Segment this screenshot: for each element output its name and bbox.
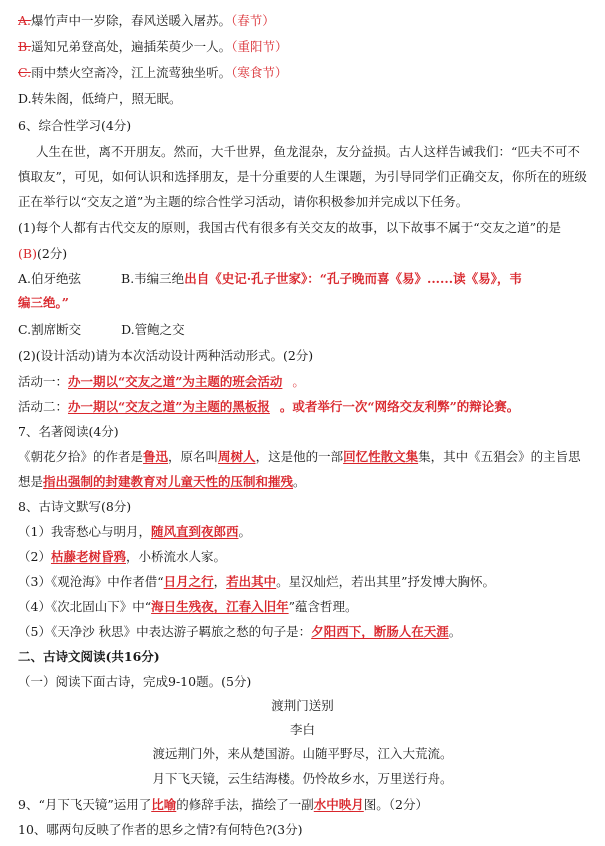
q7-line1 — [18, 448, 591, 466]
q7-line2 — [18, 473, 591, 491]
option-b-line — [18, 38, 591, 56]
option-a-text: 爆竹声中一岁除，春风送暖入屠苏。 — [31, 13, 232, 28]
q6-sub1-answer: (B) — [18, 246, 37, 261]
q8-item4-text: （4）《次北固山下》中“ — [18, 599, 152, 614]
q8-item4-answer: 海日生残夜，江春入旧年 — [151, 599, 289, 614]
q8-item4-end: ”蕴含哲理。 — [288, 599, 358, 614]
q9-text-b: 的修辞手法，描绘了一副 — [176, 797, 314, 812]
q7-text-c: ，这是他的一部 — [255, 449, 344, 464]
option-d-line: D.转朱阁，低绮户，照无眠。 — [18, 91, 182, 106]
q8-item3-answer1: 日月之行 — [163, 574, 214, 589]
q6-option-b: B.韦编三绝 — [121, 271, 185, 286]
option-c-line — [18, 64, 591, 82]
poem-title: 渡荆门送别 — [271, 698, 334, 713]
q6-activity2 — [18, 398, 591, 416]
q8-item3-answer2: 若出其中 — [226, 574, 277, 589]
q6-heading: 6、综合性学习(4分) — [18, 118, 132, 133]
q8-item1 — [18, 523, 591, 541]
activity2-answer: 办一期以“交友之道”为主题的黑板报 — [68, 399, 270, 414]
q8-item5-answer: 夕阳西下，断肠人在天涯 — [311, 624, 449, 639]
q6-option-a: A.伯牙绝弦 — [18, 271, 82, 286]
q8-heading: 8、古诗文默写(8分) — [18, 499, 132, 514]
option-a-answer: （春节） — [231, 13, 275, 28]
q8-item5-text: （5）《天净沙 秋思》中表达游子羁旅之愁的句子是： — [18, 624, 312, 639]
q9-text-c: 图。（2分） — [363, 797, 428, 812]
q6-option-c: C.割席断交 — [18, 322, 82, 337]
poem-line2: 月下飞天镜，云生结海楼。仍怜故乡水，万里送行舟。 — [152, 771, 453, 786]
q8-item3-comma: ， — [213, 574, 227, 589]
q7-author: 鲁迅 — [143, 449, 169, 464]
part2-subheading: （一）阅读下面古诗，完成9-10题。(5分) — [18, 674, 252, 689]
q7-text-d: 集，其中《五猖会》的主旨思 — [418, 449, 581, 464]
q9-answer-rhetoric: 比喻 — [151, 797, 177, 812]
option-b-answer: （重阳节） — [231, 39, 288, 54]
poem-line1: 渡远荆门外，来从楚国游。山随平野尽，江入大荒流。 — [152, 746, 453, 761]
part2-heading: 二、古诗文阅读(共16分) — [18, 649, 160, 664]
activity1-label: 活动一： — [18, 374, 69, 389]
option-b-text: 遥知兄弟登高处，遍插茱萸少一人。 — [31, 39, 232, 54]
q7-genre: 回忆性散文集 — [343, 449, 419, 464]
q6-para-line3: 正在举行以“交友之道”为主题的综合性学习活动，请你积极参加并完成以下任务。 — [18, 194, 469, 209]
q6-options-ab — [18, 270, 591, 288]
q8-item4 — [18, 598, 591, 616]
q7-real-name: 周树人 — [218, 449, 256, 464]
q8-item2-num: （2） — [18, 549, 51, 564]
option-b-letter: B. — [18, 39, 32, 54]
q7-text-e: 想是 — [18, 474, 44, 489]
q9-answer-scene: 水中映月 — [313, 797, 364, 812]
option-a-line — [18, 12, 591, 30]
q6-para-line2: 慎取友”，可见，如何认识和选择朋友，是十分重要的人生课题，为引导同学们正确交友，你所在的班级 — [18, 169, 587, 184]
q6-option-b-note-cont: 编三绝。” — [18, 295, 69, 310]
q7-text-a: 《朝花夕拾》的作者是 — [18, 449, 144, 464]
q8-item3-end: 。星汉灿烂，若出其里”抒发博大胸怀。 — [276, 574, 496, 589]
q6-sub1-line2 — [18, 245, 591, 263]
q6-sub2: (2)(设计活动)请为本次活动设计两种活动形式。(2分) — [18, 348, 314, 363]
q8-item3 — [18, 573, 591, 591]
q6-option-b-note: 出自《史记·孔子世家》：“孔子晚而喜《易》......读《易》，韦 — [184, 271, 522, 286]
q10-line: 10、哪两句反映了作者的思乡之情?有何特色?(3分) — [18, 822, 303, 837]
q6-para-line1: 人生在世，离不开朋友。然而，大千世界，鱼龙混杂，友分益损。古人这样告诫我们：“匹夫不可不 — [36, 144, 580, 159]
q8-item2 — [18, 548, 591, 566]
q9-line — [18, 796, 591, 814]
q8-item2-text: ，小桥流水人家。 — [125, 549, 226, 564]
q7-heading: 7、名著阅读(4分) — [18, 424, 119, 439]
activity1-answer: 办一期以“交友之道”为主题的班会活动 — [68, 374, 283, 389]
q6-sub1-score: (2分) — [36, 246, 68, 261]
q8-item3-text: （3）《观沧海》中作者借“ — [18, 574, 164, 589]
q7-text-f: 。 — [293, 474, 306, 489]
activity1-end: 。 — [292, 374, 305, 389]
activity2-rest: 。或者举行一次“网络交友利弊”的辩论赛。 — [279, 399, 520, 414]
q6-sub1-line1: (1)每个人都有古代交友的原则，我国古代有很多有关交友的故事，以下故事不属于“交友之道”的是 — [18, 220, 561, 235]
q6-activity1 — [18, 373, 591, 391]
q8-item1-end: 。 — [238, 524, 251, 539]
activity2-label: 活动二： — [18, 399, 69, 414]
option-c-letter: C. — [18, 65, 32, 80]
q7-text-b: ，原名叫 — [168, 449, 219, 464]
q8-item2-answer: 枯藤老树昏鸦 — [50, 549, 126, 564]
q8-item5-end: 。 — [448, 624, 462, 639]
poem-author: 李白 — [289, 722, 315, 737]
q8-item5 — [18, 623, 591, 641]
q8-item1-answer: 随风直到夜郎西 — [150, 524, 239, 539]
option-a-letter: A. — [18, 13, 32, 28]
option-c-answer: （寒食节） — [231, 65, 288, 80]
q9-text-a: 9、“月下飞天镜”运用了 — [18, 797, 152, 812]
q8-item1-text: （1）我寄愁心与明月， — [18, 524, 151, 539]
option-c-text: 雨中禁火空斋冷，江上流莺独坐听。 — [31, 65, 232, 80]
q6-option-d: D.管鲍之交 — [121, 322, 185, 337]
q7-theme: 指出强制的封建教育对儿童天性的压制和摧残 — [43, 474, 294, 489]
q6-options-cd — [18, 321, 591, 339]
